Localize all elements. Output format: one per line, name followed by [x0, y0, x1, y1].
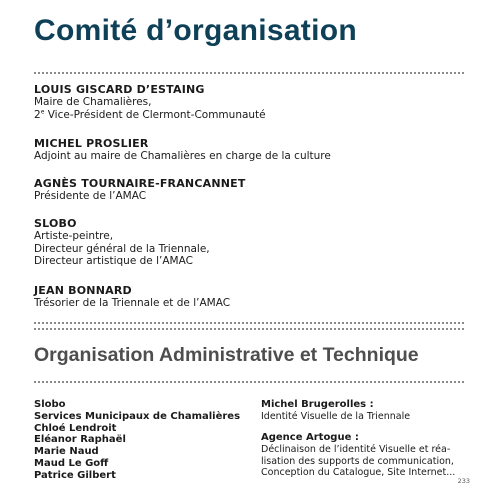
middle-dotted-divider: [34, 322, 464, 324]
page-title: Comité d’organisation: [34, 14, 357, 47]
section-title: Organisation Administrative et Technique: [34, 344, 419, 366]
member-name: LOUIS GISCARD D’ESTAING: [34, 83, 205, 96]
credit-line: lisation des supports de communication,: [261, 455, 454, 467]
member-role: Directeur général de la Triennale,: [34, 242, 210, 255]
member-role: Trésorier de la Triennale et de l’AMAC: [34, 297, 231, 309]
member-name: AGNÈS TOURNAIRE-FRANCANNET: [34, 177, 246, 190]
member-role: Présidente de l’AMAC: [34, 190, 147, 202]
credit-line: Identité Visuelle de la Triennale: [261, 411, 411, 422]
member-name: JEAN BONNARD: [34, 284, 132, 297]
staff-name: Marie Naud: [34, 446, 99, 458]
staff-name: Eléanor Raphaël: [34, 434, 126, 446]
staff-name: Chloé Lendroit: [34, 422, 117, 434]
member-role: 2e Vice-Président de Clermont-Communauté: [34, 108, 266, 121]
staff-name: Services Municipaux de Chamalières: [34, 410, 241, 422]
top-dotted-divider: [34, 72, 464, 74]
credit-name: Michel Brugerolles :: [261, 399, 374, 410]
staff-name: Patrice Gilbert: [34, 469, 116, 481]
committee-member: [34, 217, 474, 268]
committee-member: [34, 137, 474, 163]
credit-block: [261, 432, 466, 479]
member-name: MICHEL PROSLIER: [34, 137, 149, 150]
credit-line: Déclinaison de l’identité Visuelle et réa-: [261, 443, 451, 455]
staff-list: [34, 399, 254, 482]
member-role: Maire de Chamalières,: [34, 96, 152, 108]
credit-block: [261, 399, 466, 423]
staff-name: Slobo: [34, 399, 66, 410]
member-name: SLOBO: [34, 217, 77, 230]
credits-list: [261, 399, 466, 488]
member-role: Directeur artistique de l’AMAC: [34, 255, 193, 267]
section-dotted-divider: [34, 381, 464, 383]
staff-name: Maud Le Goff: [34, 457, 109, 469]
credit-name: Agence Artogue :: [261, 431, 359, 443]
member-role: Adjoint au maire de Chamalières en charge de la culture: [34, 150, 331, 162]
credit-line: Conception du Catalogue, Site Internet...: [261, 467, 456, 479]
member-role: Artiste-peintre,: [34, 230, 114, 242]
committee-member: [34, 284, 474, 310]
committee-member: [34, 83, 474, 121]
middle-dotted-divider: [34, 328, 464, 330]
page-number: 233: [457, 477, 470, 485]
committee-member: [34, 177, 474, 203]
